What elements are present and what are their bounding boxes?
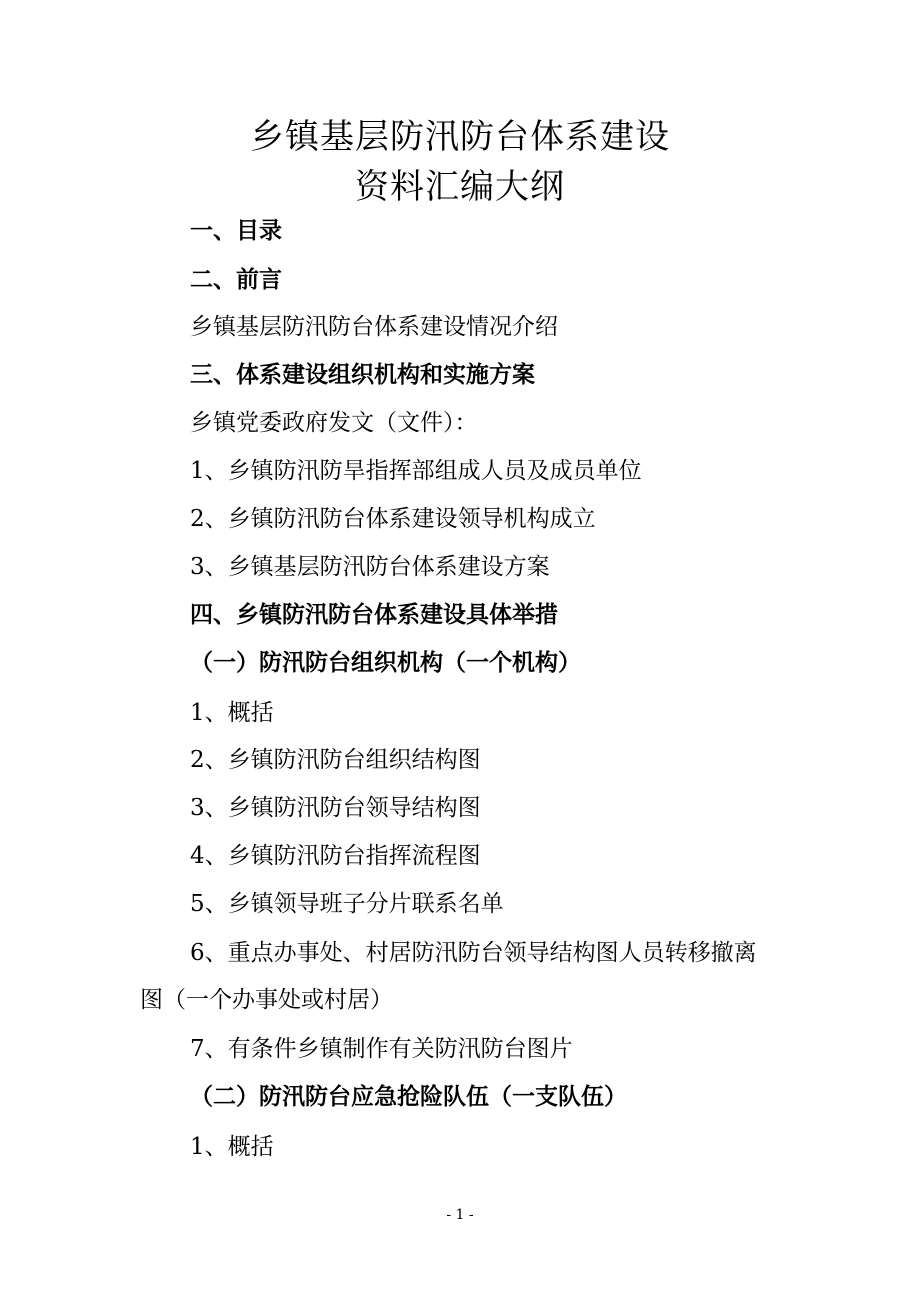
document-title-line-1: 乡镇基层防汛防台体系建设: [250, 117, 670, 157]
outline-item: 1、概括: [190, 700, 274, 726]
outline-item: 4、乡镇防汛防台指挥流程图: [190, 843, 481, 869]
outline-section-organization: 三、体系建设组织机构和实施方案: [190, 361, 535, 388]
outline-item: 乡镇基层防汛防台体系建设情况介绍: [190, 314, 558, 340]
outline-item: 3、乡镇基层防汛防台体系建设方案: [190, 554, 550, 580]
outline-item: 5、乡镇领导班子分片联系名单: [190, 891, 504, 917]
outline-item: 2、乡镇防汛防台组织结构图: [190, 747, 481, 773]
outline-item: 1、概括: [190, 1134, 274, 1160]
page-number: - 1 -: [446, 1207, 474, 1223]
outline-item: 2、乡镇防汛防台体系建设领导机构成立: [190, 506, 596, 532]
document-title-line-2: 资料汇编大纲: [355, 167, 565, 207]
outline-item: 1、乡镇防汛防旱指挥部组成人员及成员单位: [190, 458, 642, 484]
outline-item: 6、重点办事处、村居防汛防台领导结构图人员转移撤离: [190, 940, 757, 966]
outline-item: 乡镇党委政府发文（文件）：: [190, 410, 478, 436]
outline-item: 3、乡镇防汛防台领导结构图: [190, 795, 481, 821]
outline-subsection-rescue-team: （二）防汛防台应急抢险队伍（一支队伍）: [190, 1083, 627, 1110]
outline-item: 7、有条件乡镇制作有关防汛防台图片: [190, 1036, 573, 1062]
outline-section-measures: 四、乡镇防汛防台体系建设具体举措: [190, 601, 558, 628]
outline-subsection-organization: （一）防汛防台组织机构（一个机构）: [190, 649, 581, 676]
outline-section-preface: 二、前言: [190, 266, 282, 293]
outline-item-continuation: 图（一个办事处或村居）: [140, 987, 393, 1013]
outline-section-contents: 一、目录: [190, 217, 282, 244]
